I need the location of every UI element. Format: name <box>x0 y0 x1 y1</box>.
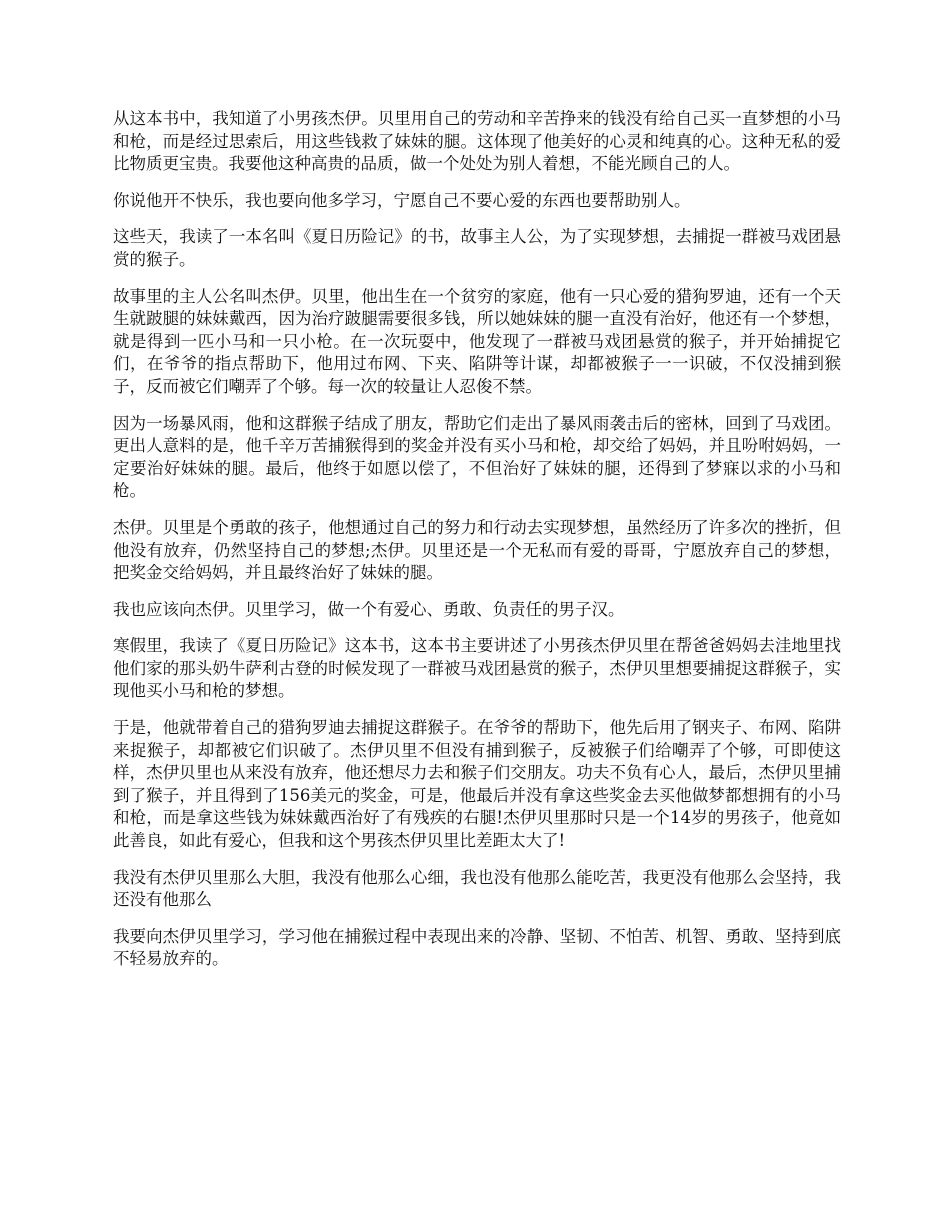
paragraph-11: 我要向杰伊贝里学习，学习他在捕猴过程中表现出来的冷静、坚韧、不怕苦、机智、勇敢、坚持到底不轻易放弃的。 <box>113 926 841 969</box>
paragraph-10: 我没有杰伊贝里那么大胆，我没有他那么心细，我也没有他那么能吃苦，我更没有他那么会坚持，我还没有他那么 <box>113 867 841 910</box>
paragraph-9: 于是，他就带着自己的猎狗罗迪去捕捉这群猴子。在爷爷的帮助下，他先后用了钢夹子、布网、陷阱来捉猴子，却都被它们识破了。杰伊贝里不但没有捕到猴子，反被猴子们给嘲弄了个够，可即使这样，杰伊贝里也从来没有放弃，他还想尽力去和猴子们交朋友。功夫不负有心人，最后，杰伊贝里捕到了猴子，并且得到了156美元的奖金，可是，他最后并没有拿这些奖金去买他做梦都想拥有的小马和枪，而是拿这些钱为妹妹戴西治好了有残疾的右腿!杰伊贝里那时只是一个14岁的男孩子，他竟如此善良，如此有爱心，但我和这个男孩杰伊贝里比差距太大了! <box>113 718 841 851</box>
paragraph-3: 这些天，我读了一本名叫《夏日历险记》的书，故事主人公，为了实现梦想，去捕捉一群被马戏团悬赏的猴子。 <box>113 227 841 269</box>
paragraph-1: 从这本书中，我知道了小男孩杰伊。贝里用自己的劳动和辛苦挣来的钱没有给自己买一直梦想的小马和枪，而是经过思索后，用这些钱救了妹妹的腿。这体现了他美好的心灵和纯真的心。这种无私的爱比物质更宝贵。我要他这种高贵的品质，做一个处处为别人着想，不能光顾自己的人。 <box>113 109 841 174</box>
document-body <box>113 108 841 985</box>
paragraph-4: 故事里的主人公名叫杰伊。贝里，他出生在一个贫穷的家庭，他有一只心爱的猎狗罗迪，还有一个天生就跛腿的妹妹戴西，因为治疗跛腿需要很多钱，所以她妹妹的腿一直没有治好，他还有一个梦想，就是得到一匹小马和一只小枪。在一次玩耍中，他发现了一群被马戏团悬赏的猴子，并开始捕捉它们，在爷爷的指点帮助下，他用过布网、下夹、陷阱等计谋，却都被猴子一一识破，不仅没捕到猴子，反而被它们嘲弄了个够。每一次的较量让人忍俊不禁。 <box>113 286 841 396</box>
paragraph-7: 我也应该向杰伊。贝里学习，做一个有爱心、勇敢、负责任的男子汉。 <box>113 599 625 619</box>
paragraph-2: 你说他开不快乐，我也要向他多学习，宁愿自己不要心爱的东西也要帮助别人。 <box>113 190 691 210</box>
paragraph-5: 因为一场暴风雨，他和这群猴子结成了朋友，帮助它们走出了暴风雨袭击后的密林，回到了马戏团。更出人意料的是，他千辛万苦捕猴得到的奖金并没有买小马和枪，却交给了妈妈，并且吩咐妈妈，一定要治好妹妹的腿。最后，他终于如愿以偿了，不但治好了妹妹的腿，还得到了梦寐以求的小马和枪。 <box>113 413 841 501</box>
paragraph-6: 杰伊。贝里是个勇敢的孩子，他想通过自己的努力和行动去实现梦想，虽然经历了许多次的挫折，但他没有放弃，仍然坚持自己的梦想;杰伊。贝里还是一个无私而有爱的哥哥，宁愿放弃自己的梦想，把奖金交给妈妈，并且最终治好了妹妹的腿。 <box>113 517 841 583</box>
paragraph-8: 寒假里，我读了《夏日历险记》这本书，这本书主要讲述了小男孩杰伊贝里在帮爸爸妈妈去洼地里找他们家的那头奶牛萨利古登的时候发现了一群被马戏团悬赏的猴子，杰伊贝里想要捕捉这群猴子，实现他买小马和枪的梦想。 <box>113 636 841 701</box>
